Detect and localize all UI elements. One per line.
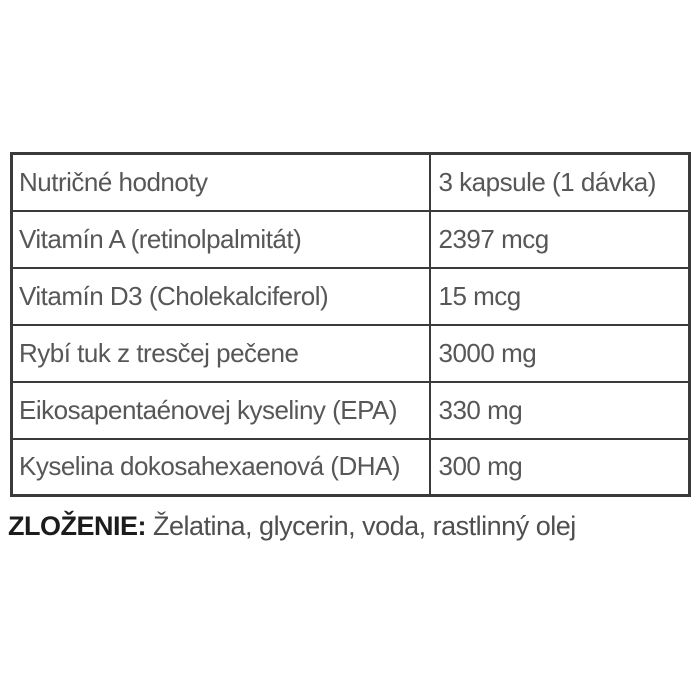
table-row: [12, 382, 690, 439]
nutrient-name-cell: Vitamín D3 (Cholekalciferol): [12, 268, 430, 325]
nutrient-name-cell: Kyselina dokosahexaenová (DHA): [12, 439, 430, 496]
table-row: [12, 211, 690, 268]
nutrient-value-cell: 2397 mcg: [430, 211, 690, 268]
nutrition-table: [10, 152, 691, 497]
nutrient-value-cell: 300 mg: [430, 439, 690, 496]
header-serving-label: 3 kapsule (1 dávka): [430, 154, 690, 211]
composition-ingredients: Želatina, glycerin, voda, rastlinný olej: [146, 511, 576, 541]
table-row: [12, 268, 690, 325]
nutrient-name-cell: Vitamín A (retinolpalmitát): [12, 211, 430, 268]
composition-line: [8, 506, 688, 546]
nutrient-value-cell: 330 mg: [430, 382, 690, 439]
nutrient-name-cell: Eikosapentaénovej kyseliny (EPA): [12, 382, 430, 439]
composition-label: ZLOŽENIE:: [8, 511, 146, 541]
table-row: [12, 439, 690, 496]
table-header-row: [12, 154, 690, 211]
table-row: [12, 325, 690, 382]
nutrient-name-cell: Rybí tuk z tresčej pečene: [12, 325, 430, 382]
header-nutrients-label: Nutričné hodnoty: [12, 154, 430, 211]
nutrient-value-cell: 15 mcg: [430, 268, 690, 325]
nutrient-value-cell: 3000 mg: [430, 325, 690, 382]
